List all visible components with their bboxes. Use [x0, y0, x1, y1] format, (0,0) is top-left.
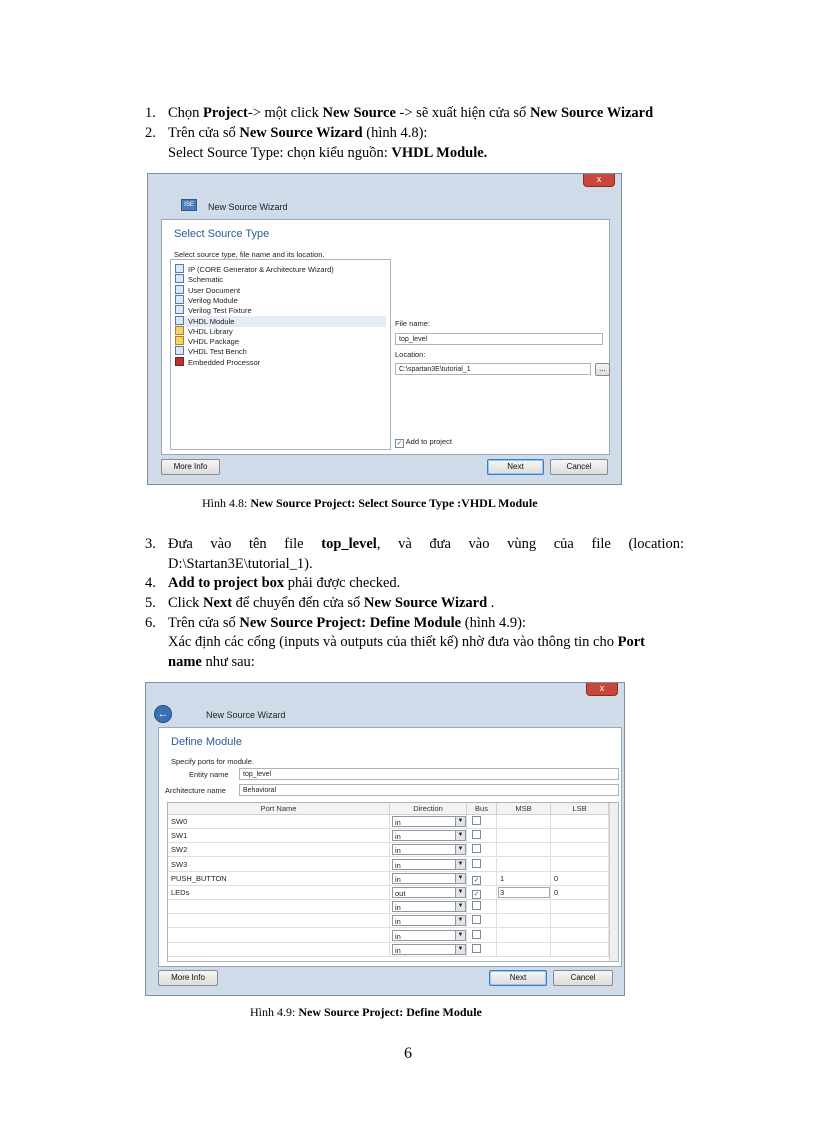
direction-value: in: [395, 945, 401, 955]
close-button[interactable]: x: [583, 174, 615, 187]
bus-checkbox[interactable]: [472, 876, 481, 885]
msb-cell[interactable]: [497, 929, 551, 942]
table-row[interactable]: [168, 815, 609, 829]
lsb-cell[interactable]: [551, 914, 609, 927]
source-type-label: VHDL Library: [188, 326, 233, 336]
step-text: [168, 574, 400, 593]
source-type-label: VHDL Package: [188, 337, 239, 347]
col-lsb[interactable]: LSB: [551, 803, 609, 815]
bold-next: Next: [203, 595, 233, 611]
lsb-cell[interactable]: [551, 815, 609, 828]
port-name-cell[interactable]: SW2: [168, 843, 390, 856]
bus-cell: [467, 900, 497, 913]
lsb-cell[interactable]: [551, 829, 609, 842]
caption-prefix: Hình 4.9:: [250, 1005, 299, 1019]
window-title: New Source Wizard: [208, 202, 288, 212]
direction-dropdown[interactable]: [392, 944, 466, 955]
text-run: Đưa vào tên file: [168, 536, 322, 552]
lsb-cell[interactable]: [551, 929, 609, 942]
cancel-button[interactable]: Cancel: [553, 970, 613, 986]
specify-ports-label: Specify ports for module.: [171, 757, 254, 766]
port-name-cell[interactable]: SW0: [168, 815, 390, 828]
add-to-project-option[interactable]: [395, 437, 452, 448]
location-input[interactable]: C:\spartan3E\tutorial_1: [395, 363, 591, 375]
bus-checkbox[interactable]: [472, 915, 481, 924]
architecture-name-label: Architecture name: [165, 786, 226, 795]
direction-value: in: [395, 903, 401, 913]
text-run: -> sẽ xuất hiện cửa sổ: [395, 105, 530, 121]
bus-checkbox[interactable]: [472, 944, 481, 953]
bus-cell: [467, 829, 497, 842]
direction-cell: [390, 886, 467, 899]
list-label: Select source type, file name and its location.: [174, 250, 325, 259]
lsb-cell[interactable]: 0: [551, 872, 609, 885]
bus-checkbox[interactable]: [472, 890, 481, 899]
chevron-down-icon[interactable]: ▼: [455, 874, 465, 883]
lsb-cell[interactable]: 0: [551, 886, 609, 899]
text-run: Click: [168, 595, 204, 611]
source-type-icon: [175, 295, 184, 304]
lsb-cell[interactable]: [551, 858, 609, 871]
bus-checkbox[interactable]: [472, 859, 481, 868]
port-name-cell[interactable]: LEDs: [168, 886, 390, 899]
close-button[interactable]: x: [586, 683, 618, 696]
figure-1-caption: [202, 496, 538, 511]
col-msb[interactable]: MSB: [497, 803, 551, 815]
text-run: Xác định các cổng (inputs và outputs của thiết kế) nhờ đưa vào thông tin cho: [168, 634, 618, 650]
bus-cell: [467, 872, 497, 885]
text-run: phải được checked.: [284, 575, 401, 591]
text-run: (hình 4.8):: [362, 125, 428, 141]
col-bus[interactable]: Bus: [467, 803, 497, 815]
source-type-icon: [175, 336, 184, 345]
bus-cell: [467, 843, 497, 856]
text-run: để chuyển đến cửa sổ: [232, 595, 364, 611]
text-run: Chọn: [168, 105, 204, 121]
direction-dropdown[interactable]: [392, 816, 466, 827]
text-run: Select Source Type: chọn kiểu nguồn:: [168, 145, 392, 161]
add-to-project-checkbox[interactable]: [395, 439, 404, 448]
direction-value: in: [395, 832, 401, 842]
section-heading: Select Source Type: [174, 228, 270, 240]
direction-dropdown[interactable]: [392, 915, 466, 926]
chevron-down-icon[interactable]: ▼: [455, 831, 465, 840]
direction-dropdown[interactable]: [392, 901, 466, 912]
step-number: 2.: [145, 125, 156, 141]
cancel-button[interactable]: Cancel: [550, 459, 608, 475]
msb-cell[interactable]: [497, 843, 551, 856]
bus-checkbox[interactable]: [472, 830, 481, 839]
chevron-down-icon[interactable]: ▼: [455, 888, 465, 897]
figure-2-caption: [250, 1005, 482, 1020]
text-run: -> một click: [247, 105, 323, 121]
source-type-label: Embedded Processor: [188, 357, 261, 367]
text-run: Trên cửa sổ: [168, 125, 240, 141]
text-run: như sau:: [201, 654, 255, 670]
bus-cell: [467, 886, 497, 899]
lsb-cell[interactable]: [551, 943, 609, 956]
bold-name: name: [168, 654, 202, 670]
direction-dropdown[interactable]: [392, 873, 466, 884]
port-name-cell[interactable]: PUSH_BUTTON: [168, 872, 390, 885]
bold-define-module: New Source Project: Define Module: [239, 615, 462, 631]
source-type-item[interactable]: [175, 357, 386, 368]
direction-cell: [390, 829, 467, 842]
direction-value: in: [395, 818, 401, 827]
port-name-cell[interactable]: [168, 929, 390, 942]
file-name-input[interactable]: top_level: [395, 333, 603, 345]
msb-cell[interactable]: [497, 829, 551, 842]
bold-new-source: New Source: [322, 105, 396, 121]
window-title: New Source Wizard: [206, 710, 286, 720]
port-name-cell[interactable]: SW1: [168, 829, 390, 842]
port-name-cell[interactable]: [168, 943, 390, 956]
lsb-cell[interactable]: [551, 843, 609, 856]
chevron-down-icon[interactable]: ▼: [455, 945, 465, 954]
bold-new-source-wizard: New Source Wizard: [529, 105, 654, 121]
msb-cell[interactable]: 1: [497, 872, 551, 885]
table-row[interactable]: [168, 900, 609, 914]
bold-add-to-project-box: Add to project box: [168, 575, 285, 591]
direction-value: in: [395, 931, 401, 941]
direction-cell: [390, 914, 467, 927]
page-number: 6: [404, 1045, 412, 1062]
step-text: [168, 104, 653, 123]
direction-dropdown[interactable]: [392, 930, 466, 941]
step-text: [168, 594, 494, 613]
step-text: [168, 535, 718, 554]
chevron-down-icon[interactable]: ▼: [455, 860, 465, 869]
caption-title: New Source Project: Select Source Type :VHDL Module: [250, 496, 538, 510]
bold-new-source-wizard: New Source Wizard: [363, 595, 488, 611]
file-name-label: File name:: [395, 319, 431, 328]
chevron-down-icon[interactable]: ▼: [455, 902, 465, 911]
bus-cell: [467, 858, 497, 871]
bus-cell: [467, 914, 497, 927]
bold-top-level: top_level: [321, 536, 377, 552]
text-run: , và đưa vào vùng của file (location:: [376, 536, 685, 552]
source-type-label: Schematic: [188, 275, 224, 285]
direction-dropdown[interactable]: [392, 844, 466, 855]
source-type-label: Verilog Module: [188, 295, 238, 305]
chevron-down-icon[interactable]: ▼: [455, 931, 465, 940]
section-heading: Define Module: [171, 736, 242, 748]
back-arrow-icon[interactable]: ←: [154, 705, 172, 723]
architecture-name-input[interactable]: Behavioral: [239, 784, 619, 796]
add-to-project-label: Add to project: [405, 437, 452, 446]
source-type-icon: [175, 274, 184, 283]
lsb-cell[interactable]: [551, 900, 609, 913]
direction-cell: [390, 872, 467, 885]
msb-cell[interactable]: [497, 815, 551, 828]
caption-prefix: Hình 4.8:: [202, 496, 251, 510]
next-button[interactable]: Next: [487, 459, 544, 475]
step-text: [168, 124, 427, 143]
col-direction[interactable]: Direction: [390, 803, 467, 815]
text-run: Trên cửa sổ: [168, 615, 240, 631]
step-text: [168, 633, 718, 652]
msb-cell[interactable]: [497, 943, 551, 956]
bus-checkbox[interactable]: [472, 901, 481, 910]
more-info-button[interactable]: More Info: [158, 970, 218, 986]
direction-dropdown[interactable]: [392, 887, 466, 898]
table-row[interactable]: [168, 886, 609, 900]
chevron-down-icon[interactable]: ▼: [455, 916, 465, 925]
chevron-down-icon[interactable]: ▼: [455, 817, 465, 826]
col-port-name[interactable]: Port Name: [168, 803, 390, 815]
bold-project: Project: [203, 105, 248, 121]
direction-value: in: [395, 917, 401, 927]
entity-name-label: Entity name: [189, 770, 229, 779]
wizard-client-area: [161, 219, 610, 455]
table-row[interactable]: [168, 829, 609, 843]
port-name-cell[interactable]: [168, 914, 390, 927]
step-number: 1.: [145, 105, 156, 121]
source-type-icon: [175, 305, 184, 314]
source-type-label: User Document: [188, 285, 241, 295]
bus-checkbox[interactable]: [472, 930, 481, 939]
source-type-label: IP (CORE Generator & Architecture Wizard): [188, 265, 334, 274]
new-source-wizard-window-1: [147, 173, 622, 485]
table-row[interactable]: [168, 929, 609, 943]
text-run: (hình 4.9):: [461, 615, 526, 631]
direction-cell: [390, 858, 467, 871]
source-type-list[interactable]: [170, 259, 391, 450]
table-row[interactable]: [168, 843, 609, 857]
msb-cell[interactable]: 3: [497, 886, 551, 899]
source-type-label: VHDL Module: [188, 316, 235, 326]
direction-value: in: [395, 846, 401, 856]
step-number: 5.: [145, 595, 156, 611]
table-row[interactable]: [168, 872, 609, 886]
bus-cell: [467, 929, 497, 942]
direction-cell: [390, 900, 467, 913]
app-icon: ISE: [181, 199, 197, 211]
bold-vhdl-module: VHDL Module.: [391, 145, 488, 161]
more-info-button[interactable]: More Info: [161, 459, 220, 475]
source-type-label: Verilog Test Fixture: [188, 306, 252, 316]
location-label: Location:: [395, 350, 426, 359]
ports-table[interactable]: [167, 802, 619, 962]
port-name-cell[interactable]: SW3: [168, 858, 390, 871]
entity-name-input[interactable]: top_level: [239, 768, 619, 780]
table-row[interactable]: [168, 914, 609, 928]
source-type-icon: [175, 285, 184, 294]
source-type-icon: [175, 326, 184, 335]
bold-port: Port: [617, 634, 645, 650]
bus-cell: [467, 815, 497, 828]
bus-cell: [467, 943, 497, 956]
source-type-icon: [175, 316, 184, 325]
next-button[interactable]: Next: [489, 970, 547, 986]
source-type-label: VHDL Test Bench: [188, 347, 247, 357]
direction-cell: [390, 815, 467, 828]
location-path-text: D:\Startan3E\tutorial_1).: [168, 556, 313, 572]
bus-checkbox[interactable]: [472, 816, 481, 825]
source-type-icon: [175, 357, 184, 366]
port-name-cell[interactable]: [168, 900, 390, 913]
direction-cell: [390, 943, 467, 956]
direction-dropdown[interactable]: [392, 859, 466, 870]
caption-title: New Source Project: Define Module: [298, 1005, 482, 1019]
table-row[interactable]: [168, 858, 609, 872]
step-number: 6.: [145, 615, 156, 631]
direction-value: out: [395, 889, 406, 898]
direction-value: in: [395, 874, 401, 884]
new-source-wizard-window-2: [145, 682, 625, 996]
step-number: 3.: [145, 536, 156, 552]
step-number: 4.: [145, 575, 156, 591]
step-text: [168, 144, 487, 163]
direction-value: in: [395, 860, 401, 870]
direction-cell: [390, 929, 467, 942]
browse-button[interactable]: ...: [595, 363, 610, 376]
wizard-client-area: [158, 727, 622, 967]
table-row[interactable]: [168, 943, 609, 957]
source-type-icon: [175, 346, 184, 355]
bus-checkbox[interactable]: [472, 844, 481, 853]
msb-cell[interactable]: [497, 914, 551, 927]
source-type-icon: [175, 264, 184, 273]
step-text: [168, 614, 526, 633]
bold-new-source-wizard: New Source Wizard: [239, 125, 363, 141]
text-run: .: [487, 595, 495, 611]
chevron-down-icon[interactable]: ▼: [455, 845, 465, 854]
direction-dropdown[interactable]: [392, 830, 466, 841]
step-text: [168, 653, 255, 672]
msb-cell[interactable]: [497, 900, 551, 913]
msb-cell[interactable]: [497, 858, 551, 871]
direction-cell: [390, 843, 467, 856]
table-scrollbar[interactable]: [609, 803, 618, 961]
